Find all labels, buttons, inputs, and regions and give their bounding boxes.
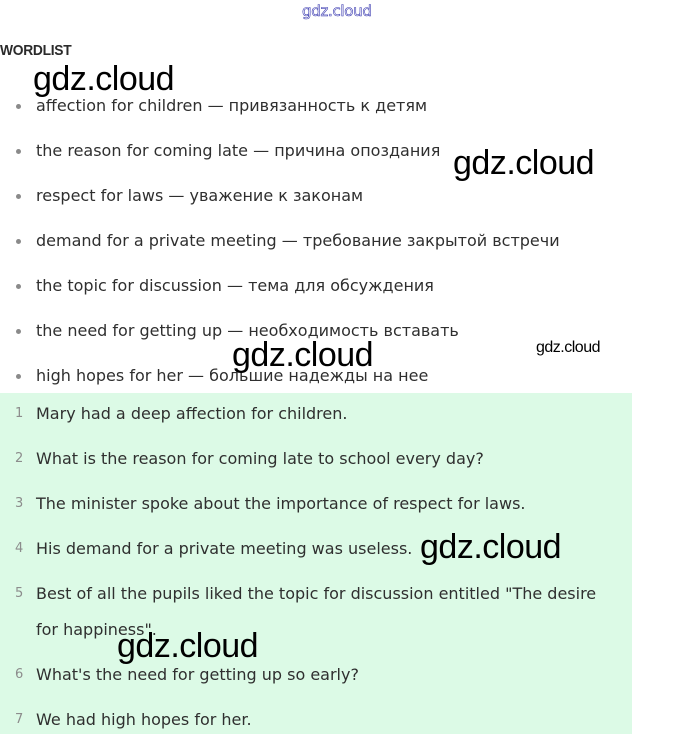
bullet-icon (16, 194, 21, 199)
answer-item (0, 576, 632, 648)
answer-item (0, 702, 632, 738)
bullet-icon (16, 329, 21, 334)
answer-number: 4 (15, 541, 24, 556)
wordlist-item-text: high hopes for her — большие надежды на нее (36, 366, 429, 385)
answer-text: His demand for a private meeting was useless. (36, 539, 413, 558)
watermark: gdz.cloud (33, 60, 175, 98)
answer-item (0, 396, 632, 432)
watermark: gdz.cloud (420, 528, 562, 566)
answer-number: 6 (15, 667, 24, 682)
wordlist-item-text: affection for children — привязанность к детям (36, 96, 428, 115)
answer-number: 1 (15, 406, 24, 421)
answer-item (0, 486, 632, 522)
wordlist-item (0, 181, 560, 226)
watermark: gdz.cloud (117, 627, 259, 665)
answer-number: 2 (15, 451, 24, 466)
answer-text: Mary had a deep affection for children. (36, 404, 348, 423)
answer-number: 7 (15, 712, 24, 727)
wordlist-heading: WORDLIST (0, 42, 72, 59)
top-watermark: gdz.cloud (302, 2, 372, 20)
bullet-icon (16, 149, 21, 154)
watermark: gdz.cloud (232, 336, 374, 374)
answer-text: What's the need for getting up so early? (36, 665, 359, 684)
answer-number: 5 (15, 586, 24, 601)
wordlist-item-text: respect for laws — уважение к законам (36, 186, 364, 205)
bullet-icon (16, 284, 21, 289)
answer-item (0, 657, 632, 693)
bullet-icon (16, 374, 21, 379)
answer-text: What is the reason for coming late to school every day? (36, 449, 484, 468)
wordlist-item (0, 226, 560, 271)
answer-text: Best of all the pupils liked the topic for discussion entitled "The desire for happiness". (36, 584, 597, 639)
answer-number: 3 (15, 496, 24, 511)
wordlist-item-text: the need for getting up — необходимость вставать (36, 321, 459, 340)
wordlist-item (0, 271, 560, 316)
watermark: gdz.cloud (453, 144, 595, 182)
wordlist-item-text: demand for a private meeting — требование закрытой встречи (36, 231, 560, 250)
bullet-icon (16, 104, 21, 109)
answer-text: The minister spoke about the importance of respect for laws. (36, 494, 526, 513)
answer-text: We had high hopes for her. (36, 710, 252, 729)
watermark: gdz.cloud (536, 339, 600, 356)
wordlist-item-text: the reason for coming late — причина опоздания (36, 141, 441, 160)
bullet-icon (16, 239, 21, 244)
answers-list (0, 396, 632, 747)
answer-item (0, 441, 632, 477)
wordlist-item-text: the topic for discussion — тема для обсуждения (36, 276, 434, 295)
